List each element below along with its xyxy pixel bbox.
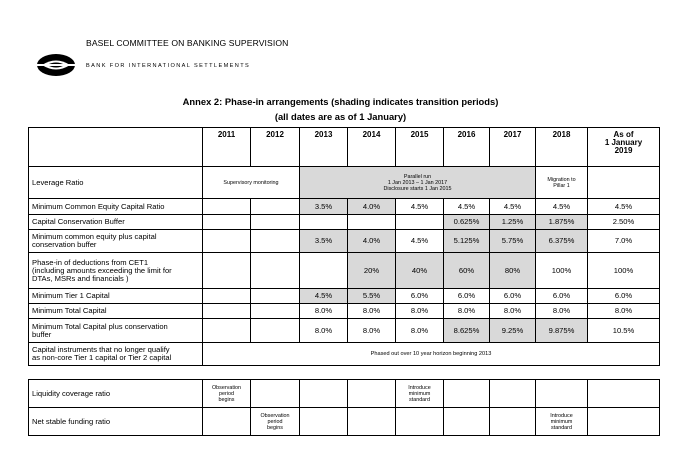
cell-2011 xyxy=(203,380,251,408)
row-label: Leverage Ratio xyxy=(29,167,203,199)
col-2018: 2018 xyxy=(536,128,588,167)
cell-2014: 20% xyxy=(348,253,396,289)
table-row xyxy=(29,408,660,436)
cell-2013 xyxy=(300,408,348,436)
cell-2013: 4.5% xyxy=(300,289,348,304)
table-row xyxy=(29,289,660,304)
cell-2016: 8.625% xyxy=(444,319,490,343)
table-row xyxy=(29,199,660,215)
row-label: Minimum Total Capital xyxy=(29,304,203,319)
spacer-row xyxy=(29,366,660,380)
cell-2013: 3.5% xyxy=(300,199,348,215)
cell-2015 xyxy=(396,215,444,230)
row-label: Capital Conservation Buffer xyxy=(29,215,203,230)
cell-2015: 6.0% xyxy=(396,289,444,304)
cell-2019: 8.0% xyxy=(588,304,660,319)
cell-2019: 6.0% xyxy=(588,289,660,304)
intro-line1: Introduce xyxy=(550,412,573,419)
supervisory-monitoring: Supervisory monitoring xyxy=(203,167,300,199)
cell-2011 xyxy=(203,289,251,304)
cell-2015: 4.5% xyxy=(396,199,444,215)
table-row xyxy=(29,253,660,289)
cell-2014 xyxy=(348,408,396,436)
spacer-cell xyxy=(29,366,660,380)
cell-2012 xyxy=(251,408,300,436)
intro-line2: minimum xyxy=(550,418,573,425)
cell-2012 xyxy=(251,253,300,289)
cell-2011 xyxy=(203,408,251,436)
cell-2019: 10.5% xyxy=(588,319,660,343)
table-row xyxy=(29,319,660,343)
intro-line1: Introduce xyxy=(408,384,431,391)
cell-2015 xyxy=(396,408,444,436)
col-2013: 2013 xyxy=(300,128,348,167)
label-line1: Minimum common equity plus capital xyxy=(32,232,157,241)
cell-2016: 60% xyxy=(444,253,490,289)
cell-2016 xyxy=(444,380,490,408)
cell-2015: 8.0% xyxy=(396,319,444,343)
col-2011: 2011 xyxy=(203,128,251,167)
cell-2015: 40% xyxy=(396,253,444,289)
intro-line3: standard xyxy=(551,424,572,431)
cell-2017: 8.0% xyxy=(490,304,536,319)
cell-2013 xyxy=(300,380,348,408)
cell-2018: 9.875% xyxy=(536,319,588,343)
cell-2016: 6.0% xyxy=(444,289,490,304)
label-line2: buffer xyxy=(32,329,52,339)
cell-2014: 8.0% xyxy=(348,304,396,319)
organization-name: BANK FOR INTERNATIONAL SETTLEMENTS xyxy=(86,63,251,69)
cell-2011 xyxy=(203,319,251,343)
obs-line2: period xyxy=(267,418,283,425)
cell-2016 xyxy=(444,408,490,436)
intro-line3: standard xyxy=(409,396,430,403)
row-label xyxy=(29,343,203,366)
cell-2015: 4.5% xyxy=(396,230,444,253)
label-line3: DTAs, MSRs and financials ) xyxy=(32,273,129,283)
col-2012: 2012 xyxy=(251,128,300,167)
asof-line2: 1 January xyxy=(604,138,643,147)
table-row xyxy=(29,343,660,366)
cell-2011 xyxy=(203,199,251,215)
row-label xyxy=(29,253,203,289)
label-line1: Minimum Total Capital plus conservation xyxy=(32,321,168,331)
cell-2017: 4.5% xyxy=(490,199,536,215)
cell-2018: 6.0% xyxy=(536,289,588,304)
cell-2015: 8.0% xyxy=(396,304,444,319)
cell-2018 xyxy=(536,380,588,408)
cell-2017: 6.0% xyxy=(490,289,536,304)
cell-2011 xyxy=(203,215,251,230)
cell-2017: 80% xyxy=(490,253,536,289)
label-line1: Capital instruments that no longer qualify xyxy=(32,345,170,354)
cell-2014: 5.5% xyxy=(348,289,396,304)
cell-2019 xyxy=(588,408,660,436)
row-label: Minimum Tier 1 Capital xyxy=(29,289,203,304)
cell-2011 xyxy=(203,304,251,319)
cell-2018 xyxy=(536,408,588,436)
intro-line2: minimum xyxy=(408,390,431,397)
cell-2011 xyxy=(203,253,251,289)
col-2014: 2014 xyxy=(348,128,396,167)
cell-2013 xyxy=(300,253,348,289)
migration-to-pillar1 xyxy=(536,167,588,199)
parallel-line1: Parallel run xyxy=(403,173,432,180)
migration-line2: Pillar 1 xyxy=(553,182,570,189)
cell-2019 xyxy=(588,167,660,199)
obs-line1: Observation xyxy=(211,384,242,391)
bis-logo-icon xyxy=(36,53,76,77)
cell-2019: 2.50% xyxy=(588,215,660,230)
cell-2019: 7.0% xyxy=(588,230,660,253)
phase-out-note: Phased out over 10 year horizon beginning 2013 xyxy=(203,343,660,366)
cell-2017: 5.75% xyxy=(490,230,536,253)
cell-2014 xyxy=(348,215,396,230)
cell-2017: 1.25% xyxy=(490,215,536,230)
cell-2012 xyxy=(251,304,300,319)
cell-2019 xyxy=(588,380,660,408)
cell-2016: 8.0% xyxy=(444,304,490,319)
parallel-line3: Disclosure starts 1 Jan 2015 xyxy=(383,185,452,192)
cell-2016: 0.625% xyxy=(444,215,490,230)
row-label xyxy=(29,319,203,343)
cell-2012 xyxy=(251,319,300,343)
label-line2: (including amounts exceeding the limit for xyxy=(32,265,172,275)
header-corner xyxy=(29,128,203,167)
cell-2018: 8.0% xyxy=(536,304,588,319)
cell-2013: 3.5% xyxy=(300,230,348,253)
label-line2: conservation buffer xyxy=(32,240,97,249)
cell-2013: 8.0% xyxy=(300,304,348,319)
cell-2018: 1.875% xyxy=(536,215,588,230)
col-2016: 2016 xyxy=(444,128,490,167)
cell-2011 xyxy=(203,230,251,253)
label-line1: Phase-in of deductions from CET1 xyxy=(32,257,149,267)
obs-line2: period xyxy=(219,390,234,397)
cell-2016: 4.5% xyxy=(444,199,490,215)
row-label xyxy=(29,230,203,253)
cell-2015 xyxy=(396,380,444,408)
cell-2012 xyxy=(251,215,300,230)
annex-title: Annex 2: Phase-in arrangements (shading indicates transition periods) xyxy=(182,96,499,107)
table-row xyxy=(29,167,660,199)
cell-2017 xyxy=(490,408,536,436)
col-2017: 2017 xyxy=(490,128,536,167)
asof-line3: 2019 xyxy=(614,146,633,155)
table-row xyxy=(29,304,660,319)
parallel-line2: 1 Jan 2013 – 1 Jan 2017 xyxy=(387,179,448,186)
table-row xyxy=(29,380,660,408)
obs-line3: begins xyxy=(218,396,235,403)
cell-2017 xyxy=(490,380,536,408)
row-label: Minimum Common Equity Capital Ratio xyxy=(29,199,203,215)
label-line2: as non-core Tier 1 capital or Tier 2 capital xyxy=(32,353,172,362)
row-label: Net stable funding ratio xyxy=(29,408,203,436)
cell-2012 xyxy=(251,289,300,304)
cell-2012 xyxy=(251,199,300,215)
cell-2018: 100% xyxy=(536,253,588,289)
table-row xyxy=(29,230,660,253)
asof-line1: As of xyxy=(613,130,634,139)
obs-line3: begins xyxy=(267,424,283,431)
cell-2012 xyxy=(251,380,300,408)
cell-2019: 100% xyxy=(588,253,660,289)
row-label: Liquidity coverage ratio xyxy=(29,380,203,408)
col-as-of-2019 xyxy=(588,128,660,167)
cell-2017: 9.25% xyxy=(490,319,536,343)
annex-subtitle: (all dates are as of 1 January) xyxy=(274,111,407,122)
header-row xyxy=(29,128,660,167)
cell-2014: 4.0% xyxy=(348,199,396,215)
cell-2012 xyxy=(251,230,300,253)
col-2015: 2015 xyxy=(396,128,444,167)
migration-line1: Migration to xyxy=(547,176,576,183)
cell-2014 xyxy=(348,380,396,408)
cell-2014: 4.0% xyxy=(348,230,396,253)
cell-2018: 6.375% xyxy=(536,230,588,253)
obs-line1: Observation xyxy=(260,412,290,419)
table-row xyxy=(29,215,660,230)
cell-2013 xyxy=(300,215,348,230)
cell-2014: 8.0% xyxy=(348,319,396,343)
cell-2019: 4.5% xyxy=(588,199,660,215)
cell-2013: 8.0% xyxy=(300,319,348,343)
committee-name: BASEL COMMITTEE ON BANKING SUPERVISION xyxy=(86,38,289,48)
cell-2016: 5.125% xyxy=(444,230,490,253)
parallel-run xyxy=(300,167,536,199)
phase-in-table xyxy=(28,127,660,436)
cell-2018: 4.5% xyxy=(536,199,588,215)
